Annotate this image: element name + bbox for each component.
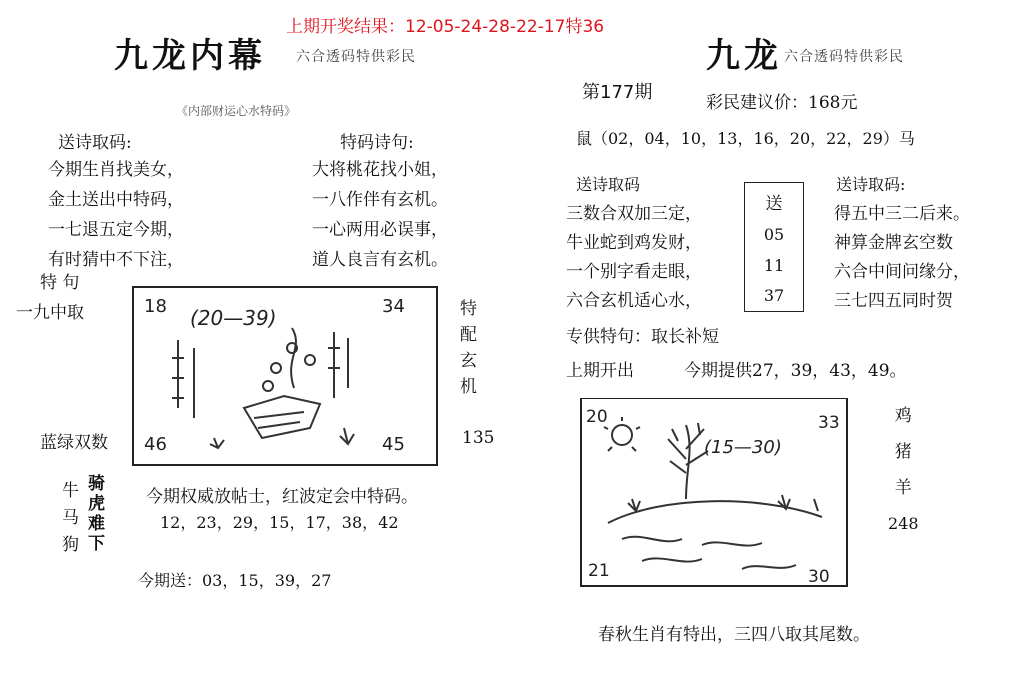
special-value: 一九中取 [16,303,84,323]
idiom-char: 骑 [88,474,105,494]
poem-line: 一八作伴有玄机。 [312,190,448,210]
left-subtitle: 六合透码特供彩民 [296,49,416,65]
right-drawing [582,399,846,585]
animal: 马 [62,508,79,528]
left-title: 九龙内幕 [114,36,266,76]
left-poem-left [48,155,184,275]
poem-line: 一心两用必误事， [312,220,448,240]
left-picture [132,286,438,466]
pic-number-tr: 33 [818,413,840,433]
poem-line: 一七退五定今期， [48,220,184,240]
side-animal: 鸡 [894,406,912,426]
poem-line: 神算金牌玄空数 [834,233,953,253]
poem-line: 一个别字看走眼， [566,262,702,282]
pic-number-bl: 21 [588,561,610,581]
left-drawing [134,288,436,464]
poem-line: 大将桃花找小姐， [312,160,448,180]
pic-number-tl: 18 [144,296,167,317]
side-char: 机 [460,377,477,397]
poem-line: 有时猜中不下注， [48,250,184,270]
provide-line: 今期提供27，39，43，49。 [684,361,907,381]
poem-line: 六合玄机适心水， [566,291,702,311]
right-picture [580,398,848,587]
right-footer: 春秋生肖有特出，三四八取其尾数。 [598,625,870,645]
left-side-chars [460,296,477,400]
authority-line: 今期权威放帖士，红波定会中特码。 [146,487,418,507]
idiom-char: 难 [88,514,105,534]
poem-line: 得五中三二后来。 [834,204,970,224]
idiom-char: 下 [88,534,105,554]
special-sentence: 专供特句：取长补短 [566,327,719,347]
pic-number-tr: 34 [382,296,405,317]
right-poem-left [566,200,702,316]
last-open-label: 上期开出 [566,361,634,381]
pic-number-br: 45 [382,434,405,455]
side-animal: 猪 [894,442,912,462]
poem-line: 六合中间问缘分， [834,262,970,282]
side-char: 玄 [460,351,477,371]
animal: 狗 [62,535,79,555]
left-tagline: 《内部财运心水特码》 [176,104,297,118]
right-poem-right-title: 送诗取码: [836,175,906,194]
number-135: 135 [462,428,495,448]
poem-line: 今期生肖找美女， [48,160,184,180]
right-title: 九龙 [706,36,782,76]
rat-line: 鼠（02，04，10，13，16，20，22，29）马 [576,129,915,148]
side-char: 配 [460,325,477,345]
issue-number: 第177期 [582,82,653,103]
pic-number-bl: 46 [144,434,167,455]
animal: 牛 [62,481,79,501]
pic-number-tl: 20 [586,407,608,427]
left-poem-right [312,155,448,275]
poem-line: 牛业蛇到鸡发财， [566,233,702,253]
idiom-char: 虎 [88,494,105,514]
left-poem-right-title: 特码诗句: [340,133,414,153]
pic-scribble: (20—39) [190,306,277,330]
right-side-column [888,398,919,542]
right-poem-right [834,200,970,316]
poem-line: 三七四五同时贺 [834,291,953,311]
poem-line: 三数合双加三定， [566,204,702,224]
side-animal: 羊 [894,478,912,498]
pic-scribble: (15—30) [704,437,782,458]
left-poem-left-title: 送诗取码: [58,133,132,153]
right-subtitle: 六合透码特供彩民 [784,49,904,65]
special-label: 特 句 [40,273,80,293]
poem-line: 道人良言有玄机。 [312,250,448,270]
animal-column [62,478,79,559]
send-box-item: 37 [763,286,785,306]
price-line: 彩民建议价：168元 [706,93,858,113]
send-box [744,182,804,312]
pic-number-br: 30 [808,567,830,587]
side-number: 248 [888,514,919,533]
send-box-item: 11 [763,255,785,275]
right-poem-left-title: 送诗取码 [576,175,641,194]
numbers-line: 12，23，29，15，17，38，42 [160,513,399,532]
last-result-banner: 上期开奖结果：12-05-24-28-22-17特36 [286,17,605,37]
send-box-item: 05 [763,225,785,245]
side-char: 特 [460,299,477,319]
blue-green-label: 蓝绿双数 [40,433,108,453]
poem-line: 金土送出中特码， [48,190,184,210]
idiom-column [88,474,105,554]
send-line: 今期送：03，15，39，27 [138,571,332,590]
send-box-item: 送 [765,193,783,214]
